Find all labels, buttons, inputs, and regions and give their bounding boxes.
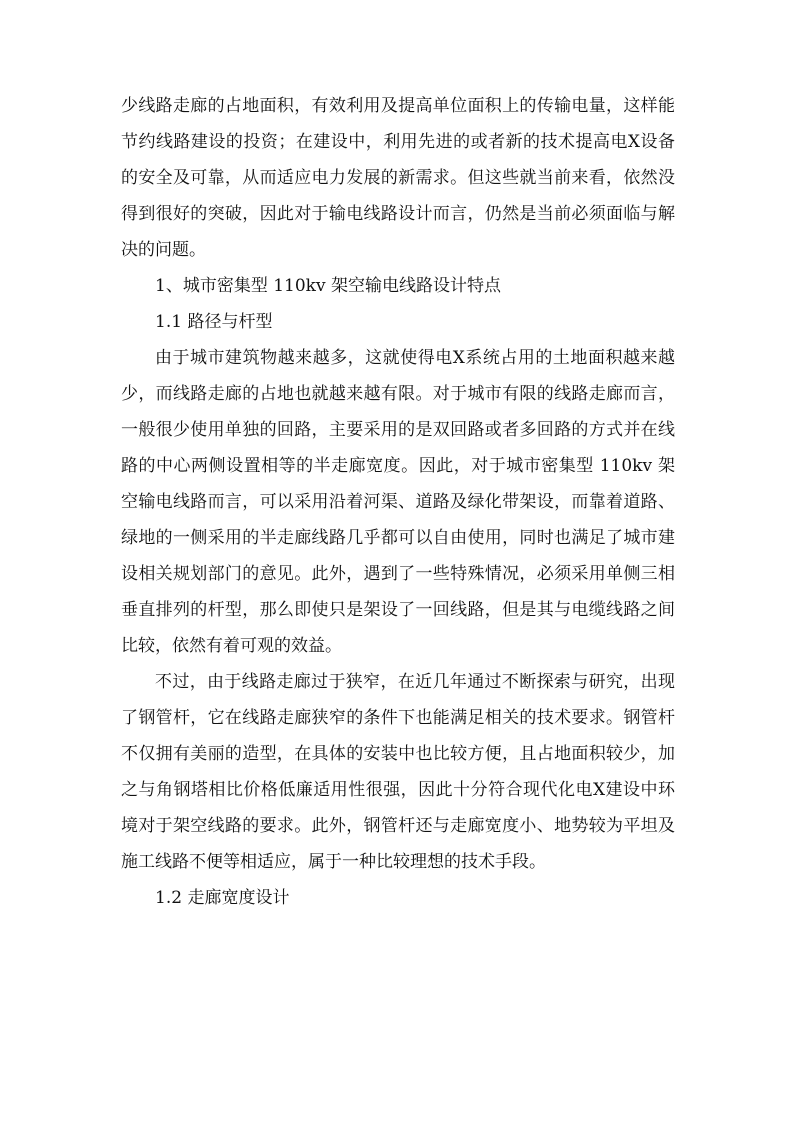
document-body [121, 88, 675, 916]
paragraph-intro-continued: 少线路走廊的占地面积，有效利用及提高单位面积上的传输电量，这样能节约线路建设的投资；在建设中，利用先进的或者新的技术提高电X设备的安全及可靠，从而适应电力发展的新需求。但这些就当前来看，依然没得到很好的突破，因此对于输电线路设计而言，仍然是当前必须面临与解决的问题。 [121, 96, 675, 260]
paragraph-steel-pipe-pole: 不过，由于线路走廊过于狭窄，在近几年通过不断探索与研究，出现了钢管杆，它在线路走廊狭窄的条件下也能满足相关的技术要求。钢管杆不仅拥有美丽的造型，在具体的安装中也比较方便，且占地面积较少，加之与角钢塔相比价格低廉适用性很强，因此十分符合现代化电X建设中环境对于架空线路的要求。此外，钢管杆还与走廊宽度小、地势较为平坦及施工线路不便等相适应，属于一种比较理想的技术手段。 [121, 672, 675, 872]
section-heading-1-2: 1.2 走廊宽度设计 [155, 888, 290, 908]
section-heading-1-1: 1.1 路径与杆型 [155, 312, 273, 332]
section-heading-1: 1、城市密集型 110kv 架空输电线路设计特点 [155, 276, 501, 296]
paragraph-route-and-pole-type: 由于城市建筑物越来越多，这就使得电X系统占用的土地面积越来越少，而线路走廊的占地也就越来越有限。对于城市有限的线路走廊而言，一般很少使用单独的回路，主要采用的是双回路或者多回路的方式并在线路的中心两侧设置相等的半走廊宽度。因此，对于城市密集型 110kv 架空输电线路而言，可以采用沿着河渠、道路及绿化带架设，而靠着道路、绿地的一侧采用的半走廊线路几乎都可以自由使用，同时也满足了城市建设相关规划部门的意见。此外，遇到了一些特殊情况，必须采用单侧三相垂直排列的杆型，那么即使只是架设了一回线路，但是其与电缆线路之间比较，依然有着可观的效益。 [121, 348, 675, 656]
